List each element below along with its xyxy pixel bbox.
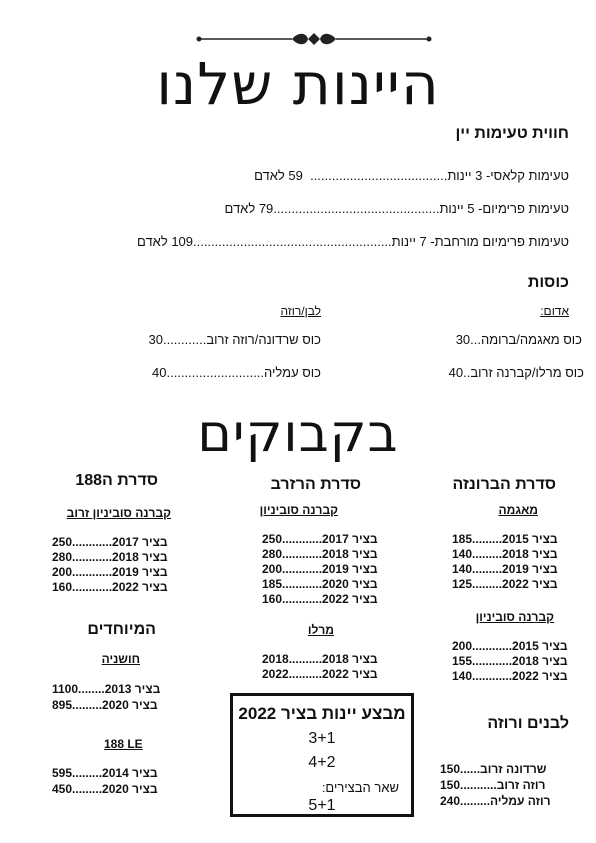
glass-item-label: כוס שרדונה/רוזה זרוב: [206, 332, 321, 347]
price-dots: .........: [472, 547, 503, 561]
price-dots: .........: [460, 794, 491, 808]
price-value: 240: [440, 794, 461, 808]
glass-item-dots: ...: [470, 332, 482, 347]
price-dots: ............: [472, 654, 513, 668]
glass-item-dots: ...........................: [166, 365, 265, 380]
price-label: בציר 2017: [112, 535, 168, 549]
glass-item-label: כוס עמליה: [264, 365, 321, 380]
price-value: 1100: [52, 682, 79, 696]
price-row: [440, 778, 570, 792]
price-label: בציר 2020: [102, 782, 158, 796]
price-value: 140: [452, 547, 473, 561]
price-value: 150: [440, 762, 461, 776]
price-dots: ...........: [460, 778, 497, 792]
price-value: 200: [452, 639, 473, 653]
price-label: בציר 2018: [322, 652, 378, 666]
price-label: בציר 2017: [322, 532, 378, 546]
price-row: [262, 532, 392, 546]
price-label: בציר 2022: [512, 669, 568, 683]
price-value: 595: [52, 766, 73, 780]
price-value: 280: [262, 547, 283, 561]
divider-ornament-icon: [196, 30, 432, 48]
glass-item-price: 30: [148, 332, 163, 347]
price-dots: ......: [460, 762, 481, 776]
price-label: בציר 2019: [502, 562, 558, 576]
promo-offer: 5+1: [308, 797, 336, 814]
price-row: [440, 762, 570, 776]
promo-heading: מבצע יינות בציר 2022: [238, 704, 406, 723]
special-group-name: 188 LE: [104, 737, 143, 751]
glass-item-price: 30: [455, 332, 471, 347]
glass-item-price: 40: [448, 365, 464, 380]
price-dots: ..........: [288, 667, 323, 681]
glasses-heading: כוסות: [527, 274, 569, 291]
glass-item-label: כוס מרלו/קברנה זרוב: [470, 365, 584, 380]
price-row: [52, 580, 182, 594]
reserve-group-name: מרלו: [307, 623, 334, 637]
price-label: בציר 2018: [112, 550, 168, 564]
price-label: בציר 2022: [502, 577, 558, 591]
price-label: רוזה עמליה: [490, 794, 551, 808]
price-value: 250: [262, 532, 283, 546]
glass-item-dots: ............: [162, 332, 207, 347]
price-value: 140: [452, 562, 473, 576]
tasting-item-dots: .......................................................: [193, 234, 392, 249]
price-dots: ............: [72, 550, 113, 564]
special-heading: המיוחדים: [87, 621, 156, 638]
glass-item-label: כוס מאגמה/ברומה: [481, 332, 582, 347]
price-row: [52, 682, 182, 696]
bottles-title: בקבוקים: [197, 404, 399, 464]
price-row: [262, 592, 392, 606]
price-row: [452, 547, 582, 561]
price-row: [52, 698, 182, 712]
promo-offer: 4+2: [308, 754, 336, 771]
price-row: [452, 577, 582, 591]
glass-item: [449, 365, 584, 380]
s188-heading: סדרת ה188: [75, 472, 158, 489]
price-row: [452, 532, 582, 546]
price-value: 155: [452, 654, 473, 668]
price-value: 160: [262, 592, 283, 606]
price-row: [262, 577, 392, 591]
price-row: [452, 639, 582, 653]
glass-item: [152, 365, 321, 380]
bronze-group-name: מאגמה: [498, 503, 538, 517]
price-value: 250: [52, 535, 73, 549]
price-row: [52, 550, 182, 564]
whites-heading: לבנים ורוזה: [487, 715, 569, 732]
tasting-item: [254, 168, 569, 183]
tasting-item-label: טעימות קלאסי- 3 יינות: [447, 168, 569, 183]
price-label: בציר 2022: [322, 592, 378, 606]
price-dots: ........: [78, 682, 105, 696]
glass-item: [456, 332, 582, 347]
price-label: בציר 2019: [112, 565, 168, 579]
price-value: 185: [262, 577, 283, 591]
price-value: 2018: [262, 652, 289, 666]
price-dots: ............: [282, 562, 323, 576]
price-value: 200: [52, 565, 73, 579]
glass-item: [149, 332, 322, 347]
price-row: [52, 766, 182, 780]
price-value: 125: [452, 577, 473, 591]
price-dots: .........: [472, 532, 503, 546]
price-value: 2022: [262, 667, 289, 681]
price-dots: ............: [282, 592, 323, 606]
promo-sub: שאר הבצירים:: [321, 780, 399, 795]
price-label: בציר 2013: [104, 682, 161, 696]
price-label: בציר 2015: [502, 532, 558, 546]
price-row: [452, 669, 582, 683]
promo-box: [230, 693, 414, 817]
bronze-group-name: קברנה סוביניון: [475, 610, 554, 624]
tasting-item-dots: ..............................................: [273, 201, 440, 216]
price-value: 140: [452, 669, 473, 683]
price-row: [52, 565, 182, 579]
price-row: [52, 535, 182, 549]
price-row: [52, 782, 182, 796]
tasting-heading: חווית טעימות יין: [455, 125, 569, 142]
price-dots: .........: [72, 766, 103, 780]
s188-group-name: קברנה סוביניון זרוב: [66, 506, 171, 520]
price-label: בציר 2022: [322, 667, 378, 681]
price-dots: ............: [282, 577, 323, 591]
price-label: בציר 2022: [112, 580, 168, 594]
price-dots: .........: [472, 577, 503, 591]
tasting-item: [137, 234, 569, 249]
price-label: בציר 2018: [502, 547, 558, 561]
tasting-item-price: 109 לאדם: [137, 234, 194, 249]
price-value: 150: [440, 778, 461, 792]
price-row: [452, 654, 582, 668]
price-dots: ............: [282, 532, 323, 546]
price-value: 450: [52, 782, 73, 796]
price-label: בציר 2018: [322, 547, 378, 561]
price-label: שרדונה זרוב: [480, 762, 547, 776]
price-label: בציר 2015: [512, 639, 568, 653]
glass-item-price: 40: [152, 365, 167, 380]
price-label: רוזה זרוב: [496, 778, 546, 792]
price-dots: ..........: [288, 652, 323, 666]
tasting-item-price: 79 לאדם: [224, 201, 274, 216]
price-dots: .........: [472, 562, 503, 576]
page-title: היינות שלנו: [156, 50, 440, 118]
tasting-item-dots: ......................................: [310, 168, 448, 183]
price-label: בציר 2020: [102, 698, 158, 712]
price-label: בציר 2019: [322, 562, 378, 576]
promo-offer: 3+1: [308, 730, 336, 747]
price-dots: ............: [72, 580, 113, 594]
price-row: [452, 562, 582, 576]
price-dots: ............: [282, 547, 323, 561]
price-value: 185: [452, 532, 473, 546]
price-label: בציר 2020: [322, 577, 378, 591]
glass-item-dots: ..: [463, 365, 471, 380]
special-group-name: חושניה: [101, 652, 140, 666]
price-row: [262, 562, 392, 576]
glasses-white-heading: לבן/רוזה: [280, 304, 321, 318]
tasting-item-price: 59 לאדם: [254, 168, 303, 183]
price-dots: ............: [472, 639, 513, 653]
price-value: 895: [52, 698, 73, 712]
reserve-group-name: קברנה סוביניון: [259, 503, 338, 517]
price-row: [262, 547, 392, 561]
tasting-item: [225, 201, 569, 216]
price-dots: .........: [72, 698, 103, 712]
price-dots: ............: [72, 565, 113, 579]
price-row: [262, 667, 392, 681]
price-label: בציר 2014: [102, 766, 158, 780]
price-value: 280: [52, 550, 73, 564]
price-dots: ............: [472, 669, 513, 683]
price-value: 200: [262, 562, 283, 576]
price-row: [262, 652, 392, 666]
price-label: בציר 2018: [512, 654, 568, 668]
price-dots: .........: [72, 782, 103, 796]
reserve-heading: סדרת הרזרב: [270, 476, 361, 493]
price-value: 160: [52, 580, 73, 594]
price-row: [440, 794, 570, 808]
tasting-item-label: טעימות פרימיום- 5 יינות: [439, 201, 569, 216]
price-dots: ............: [72, 535, 113, 549]
glasses-red-heading: אדום:: [540, 304, 569, 318]
bronze-heading: סדרת הברונזה: [452, 476, 556, 493]
tasting-item-label: טעימות פרימיום מורחבת- 7 יינות: [391, 234, 569, 249]
